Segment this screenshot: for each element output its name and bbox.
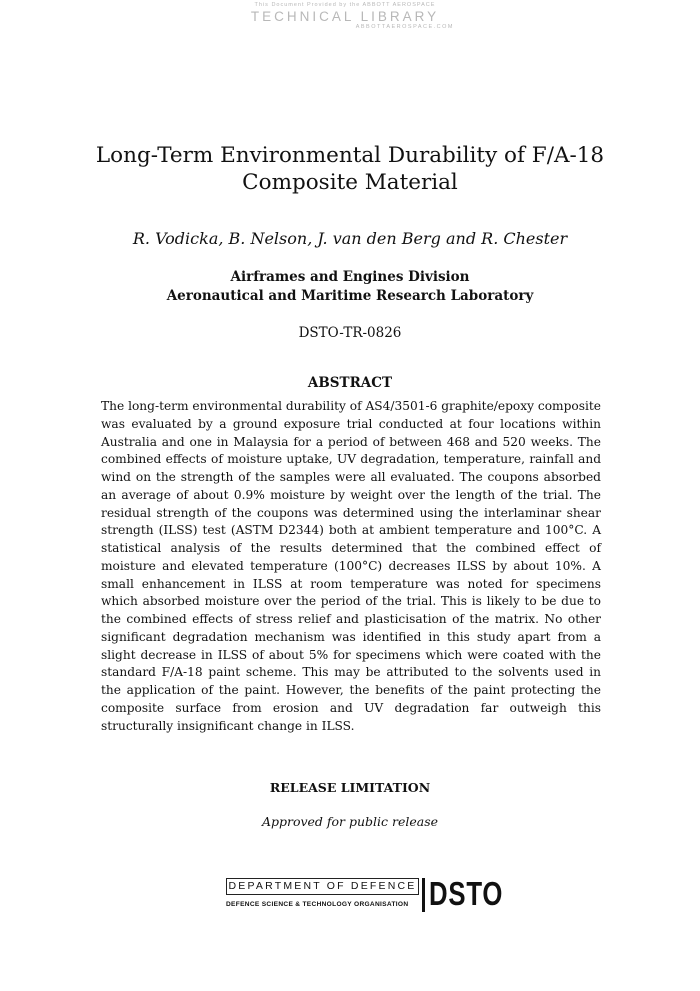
title-line-2: Composite Material <box>242 170 458 195</box>
release-limitation-text: Approved for public release <box>261 814 439 829</box>
division-block <box>60 268 640 306</box>
title-line-1: Long-Term Environmental Durability of F/A-18 <box>95 143 605 168</box>
release-limitation-heading: RELEASE LIMITATION <box>269 780 431 795</box>
watermark-url: ABBOTTAEROSPACE.COM <box>355 24 454 30</box>
watermark-title: TECHNICAL LIBRARY <box>250 9 440 24</box>
author-list: R. Vodicka, B. Nelson, J. van den Berg and R. Chester <box>132 229 568 248</box>
document-title <box>60 142 640 196</box>
logo-organisation-name: DEFENCE SCIENCE & TECHNOLOGY ORGANISATION <box>226 901 409 908</box>
logo-acronym: DSTO <box>429 875 504 912</box>
division-name: Airframes and Engines Division <box>230 269 470 285</box>
report-number: DSTO-TR-0826 <box>298 325 402 341</box>
abstract-heading: ABSTRACT <box>307 375 393 391</box>
logo-department-box: DEPARTMENT OF DEFENCE <box>226 878 419 895</box>
abstract-body: The long-term environmental durability of AS4/3501-6 graphite/epoxy composite was evaluated by a ground exposure trial conducted at four locations within Australia and one in Malaysia for a period of between 468 and 520 weeks. The combined effects of moisture uptake, UV degradation, temperature, rainfall and wind on the strength of the samples were all evaluated. The coupons absorbed an average of about 0.9% moisture by weight over the length of the trial. The residual strength of the coupons was determined using the interlaminar shear strength (ILSS) test (ASTM D2344) both at ambient temperature and 100°C. A statistical analysis of the results determined that the combined effect of moisture and elevated temperature (100°C) decreases ILSS by about 10%. A small enhancement in ILSS at room temperature was noted for specimens which absorbed moisture over the period of the trial. This is likely to be due to the combined effects of stress relief and plasticisation of the matrix. No other significant degradation mechanism was identified in this study apart from a slight decrease in ILSS of about 5% for specimens which were coated with the standard F/A-18 paint scheme. This may be attributed to the solvents used in the application of the paint. However, the benefits of the paint protecting the composite surface from erosion and UV degradation far outweigh this structurally insignificant change in ILSS. <box>101 399 602 733</box>
library-watermark <box>230 2 460 31</box>
watermark-provided-by: This Document Provided by the ABBOTT AEROSPACE <box>254 2 436 8</box>
dsto-logo <box>226 875 504 916</box>
logo-divider-bar <box>422 878 425 912</box>
laboratory-name: Aeronautical and Maritime Research Laboratory <box>166 288 534 304</box>
